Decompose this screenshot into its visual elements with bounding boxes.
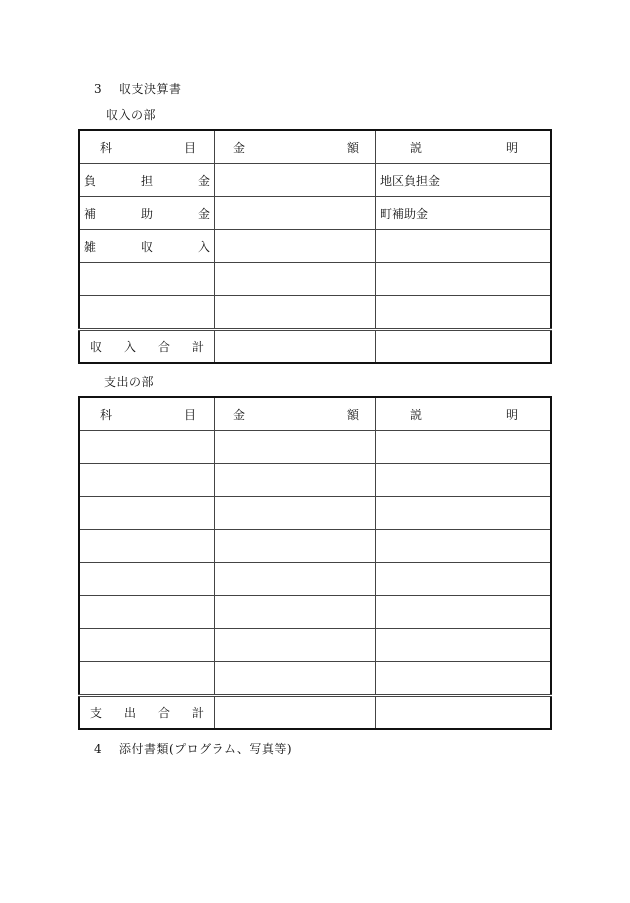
expense-item[interactable] [79,530,215,563]
income-note [376,230,552,263]
expense-item[interactable] [79,662,215,696]
section-4-number: 4 [94,742,103,756]
expense-header-row [79,397,551,431]
income-amount[interactable] [215,263,376,296]
income-section-label: 収入の部 [106,108,157,122]
income-row [79,230,551,263]
income-item[interactable] [79,296,215,330]
expense-amount[interactable] [215,464,376,497]
expense-note[interactable] [376,596,552,629]
income-note[interactable] [376,263,552,296]
expense-total-row [79,696,551,730]
header-subject: 科 目 [100,407,196,422]
income-amount[interactable] [215,296,376,330]
expense-note[interactable] [376,497,552,530]
income-total-amount[interactable] [215,330,376,364]
expense-note[interactable] [376,662,552,696]
expense-row [79,530,551,563]
income-item: 補 助 金 [84,206,210,221]
expense-note[interactable] [376,530,552,563]
income-row [79,164,551,197]
income-amount[interactable] [215,197,376,230]
expense-amount[interactable] [215,530,376,563]
income-amount[interactable] [215,164,376,197]
expense-item[interactable] [79,497,215,530]
section-3-heading [94,80,181,97]
income-row [79,263,551,296]
income-header-row [79,130,551,164]
income-total-note[interactable] [376,330,552,364]
expense-row [79,563,551,596]
income-item[interactable] [79,263,215,296]
expense-row [79,629,551,662]
income-table [78,129,552,364]
expense-amount[interactable] [215,431,376,464]
section-4-heading [94,740,292,757]
expense-total-amount[interactable] [215,696,376,730]
expense-item[interactable] [79,629,215,662]
income-note[interactable] [376,296,552,330]
expense-note[interactable] [376,629,552,662]
expense-row [79,464,551,497]
expense-amount[interactable] [215,497,376,530]
expense-row [79,662,551,696]
expense-row [79,596,551,629]
expense-item[interactable] [79,431,215,464]
income-note: 町補助金 [376,197,552,230]
header-amount: 金 額 [233,407,359,422]
expense-row [79,497,551,530]
expense-table [78,396,552,730]
expense-amount[interactable] [215,596,376,629]
income-total-row [79,330,551,364]
expense-note[interactable] [376,431,552,464]
expense-item[interactable] [79,563,215,596]
expense-note[interactable] [376,464,552,497]
expense-amount[interactable] [215,662,376,696]
expense-row [79,431,551,464]
income-row [79,197,551,230]
expense-item[interactable] [79,464,215,497]
expense-total-note[interactable] [376,696,552,730]
section-3-title: 収支決算書 [118,82,182,96]
expense-amount[interactable] [215,629,376,662]
income-note: 地区負担金 [376,164,552,197]
income-item: 負 担 金 [84,173,210,188]
header-description: 説 明 [410,407,518,422]
expense-item[interactable] [79,596,215,629]
expense-note[interactable] [376,563,552,596]
section-3-number: 3 [94,82,103,96]
income-item: 雑 収 入 [84,239,210,254]
expense-section-label: 支出の部 [104,375,155,389]
section-4-title: 添付書類(プログラム、写真等) [118,742,293,756]
header-description: 説 明 [410,140,518,155]
header-subject: 科 目 [100,140,196,155]
header-amount: 金 額 [233,140,359,155]
expense-amount[interactable] [215,563,376,596]
income-row [79,296,551,330]
income-total-label: 収 入 合 計 [90,340,204,354]
income-amount[interactable] [215,230,376,263]
expense-total-label: 支 出 合 計 [90,706,204,720]
